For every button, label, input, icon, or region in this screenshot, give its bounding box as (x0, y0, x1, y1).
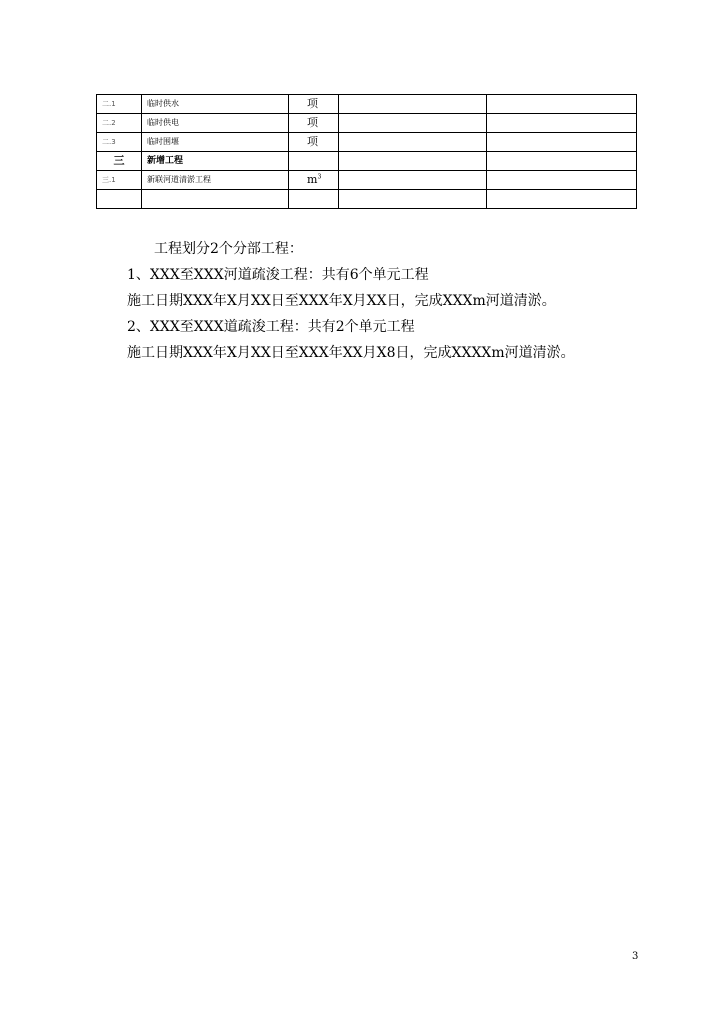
item-number (97, 190, 142, 209)
item-unit: 项 (289, 95, 339, 114)
item-unit (289, 190, 339, 209)
table-row (97, 114, 637, 133)
table-section-row (97, 152, 637, 171)
paragraph-section-2: 2、XXX至XXX道疏浚工程：共有2个单元工程 (127, 319, 415, 335)
page-number: 3 (632, 951, 639, 962)
item-unit-price (487, 133, 637, 152)
body-text (127, 236, 647, 366)
item-unit-price (487, 171, 637, 190)
table-row (97, 95, 637, 114)
item-number: 三.1 (97, 171, 142, 190)
unit-exponent: 3 (317, 173, 322, 181)
bill-of-quantities-table (96, 94, 637, 209)
item-quantity (339, 95, 487, 114)
item-name: 临时供电 (142, 114, 289, 133)
item-name: 临时供水 (142, 95, 289, 114)
item-number: 二.2 (97, 114, 142, 133)
item-unit: 项 (289, 133, 339, 152)
table-row (97, 171, 637, 190)
paragraph-section-2-dates: 施工日期XXX年X月XX日至XXX年XX月X8日，完成XXXXm河道清淤。 (127, 345, 575, 361)
item-unit: 项 (289, 114, 339, 133)
item-unit-price (487, 114, 637, 133)
paragraph-intro: 工程划分2个分部工程： (154, 241, 303, 257)
table-row (97, 190, 637, 209)
item-quantity (339, 190, 487, 209)
item-number: 二.1 (97, 95, 142, 114)
item-unit-price (487, 190, 637, 209)
item-unit (289, 152, 339, 171)
section-number: 三 (97, 152, 142, 171)
item-name (142, 190, 289, 209)
section-name: 新增工程 (142, 152, 289, 171)
item-name: 临时围堰 (142, 133, 289, 152)
item-unit-price (487, 152, 637, 171)
item-unit-price (487, 95, 637, 114)
unit-base: m (307, 173, 318, 186)
item-quantity (339, 152, 487, 171)
item-unit (289, 171, 339, 190)
item-quantity (339, 171, 487, 190)
item-quantity (339, 133, 487, 152)
paragraph-section-1: 1、XXX至XXX河道疏浚工程：共有6个单元工程 (127, 267, 429, 283)
item-name: 新联河道清淤工程 (142, 171, 289, 190)
paragraph-section-1-dates: 施工日期XXX年X月XX日至XXX年X月XX日，完成XXXm河道清淤。 (127, 293, 556, 309)
item-number: 二.3 (97, 133, 142, 152)
item-quantity (339, 114, 487, 133)
table-row (97, 133, 637, 152)
